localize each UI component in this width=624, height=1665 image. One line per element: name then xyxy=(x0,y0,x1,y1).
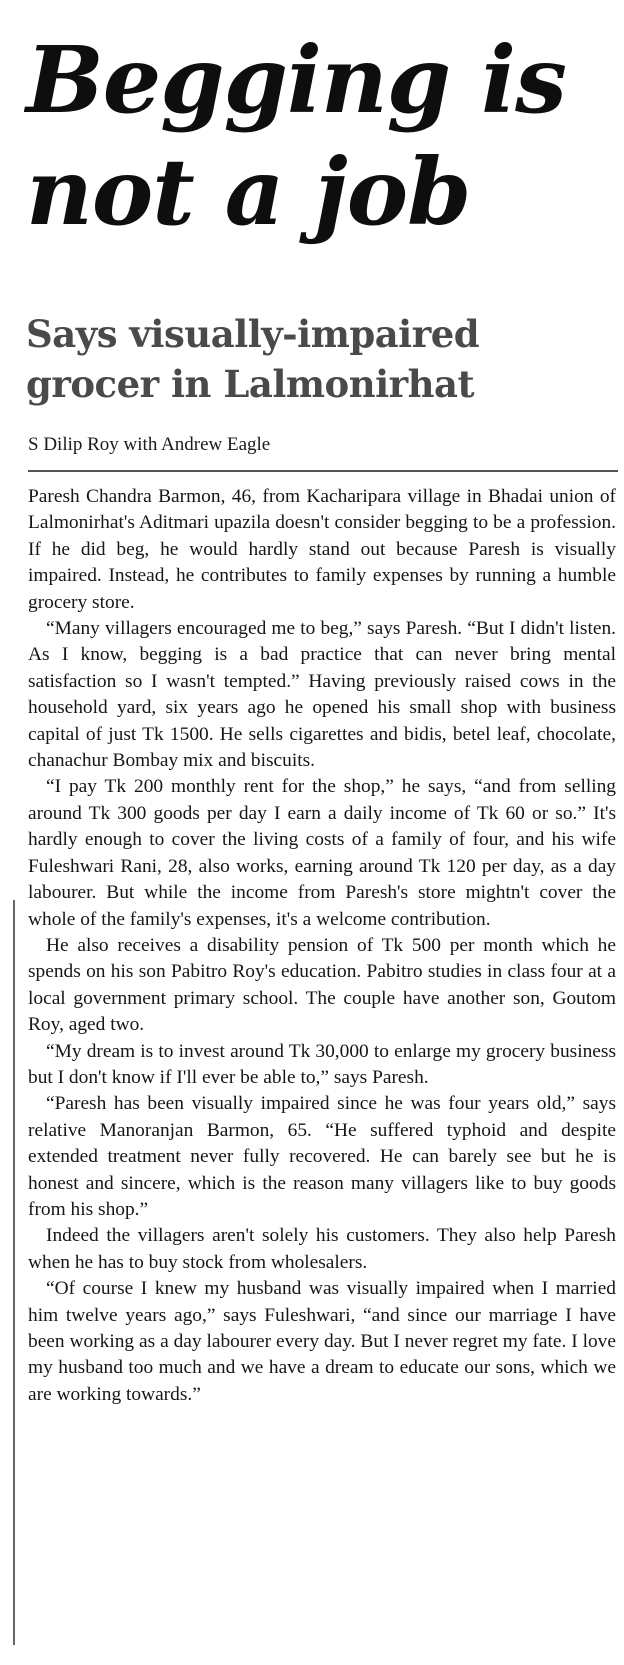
subheadline-line-2: grocer in Lalmonirhat xyxy=(26,362,475,406)
article-body xyxy=(28,484,616,1408)
headline-line-1: Begging is xyxy=(26,26,566,134)
body-paragraph: “Paresh has been visually impaired since he was four years old,” says relative Manoranjan Barmon, 65. “He suffered typhoid and despite extended treatment never fully recovered. He can barely see but he is honest and sincere, which is the reason many villagers like to buy goods from his shop.” xyxy=(28,1093,616,1220)
headline xyxy=(26,24,624,248)
body-paragraph: He also receives a disability pension of Tk 500 per month which he spends on his son Pabitro Roy's education. Pabitro studies in class four at a local government primary school. The couple have another son, Goutom Roy, aged two. xyxy=(28,934,616,1036)
body-paragraph: “My dream is to invest around Tk 30,000 to enlarge my grocery business but I don't know if I'll ever be able to,” says Paresh. xyxy=(28,1040,616,1088)
subheadline-line-1: Says visually-impaired xyxy=(26,312,480,356)
body-paragraph: Paresh Chandra Barmon, 46, from Kacharipara village in Bhadai union of Lalmonirhat's Aditmari upazila doesn't consider begging to be a profession. If he did beg, he would hardly stand out because Paresh is visually impaired. Instead, he contributes to family expenses by running a humble grocery store. xyxy=(28,486,616,613)
headline-line-2: not a job xyxy=(26,138,471,246)
body-paragraph: “I pay Tk 200 monthly rent for the shop,” he says, “and from selling around Tk 300 goods per day I earn a daily income of Tk 60 or so.” It's hardly enough to cover the living costs of a family of four, and his wife Fuleshwari Rani, 28, also works, earning around Tk 120 per day, as a day labourer. But while the income from Paresh's store mightn't cover the whole of the family's expenses, it's a welcome contribution. xyxy=(28,776,616,930)
column-side-rule xyxy=(13,900,15,1645)
body-paragraph: “Of course I knew my husband was visually impaired when I married him twelve years ago,” says Fuleshwari, “and since our marriage I have been working as a day labourer every day. But I never regret my fate. I love my husband too much and we have a dream to educate our sons, which we are working towards.” xyxy=(28,1278,616,1405)
byline-divider xyxy=(28,470,618,472)
body-paragraph: “Many villagers encouraged me to beg,” says Paresh. “But I didn't listen. As I know, begging is a bad practice that can never bring mental satisfaction so I wasn't tempted.” Having previously raised cows in the household yard, six years ago he opened his small shop with business capital of just Tk 1500. He sells cigarettes and bidis, betel leaf, chocolate, chanachur Bombay mix and biscuits. xyxy=(28,618,616,772)
subheadline xyxy=(26,309,616,409)
body-paragraph: Indeed the villagers aren't solely his customers. They also help Paresh when he has to buy stock from wholesalers. xyxy=(28,1225,616,1273)
byline: S Dilip Roy with Andrew Eagle xyxy=(28,434,271,455)
